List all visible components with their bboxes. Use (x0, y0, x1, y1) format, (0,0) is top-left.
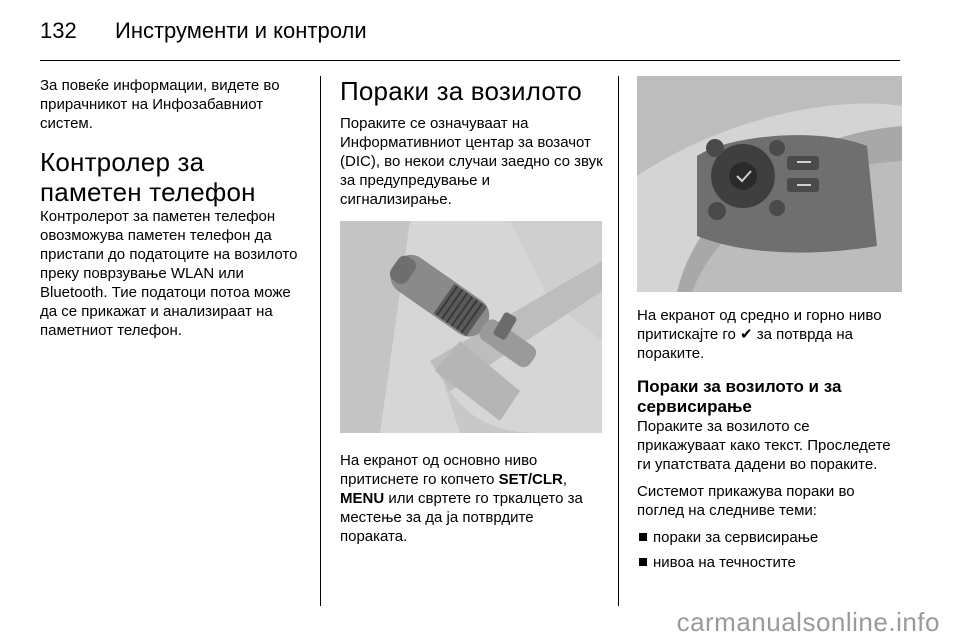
lever-illustration (340, 221, 602, 433)
turn-signal-lever-figure (340, 221, 602, 433)
list-item: нивоа на течностите (637, 553, 902, 572)
menu-button-label: MENU (340, 490, 385, 507)
watermark: carmanualsonline.info (676, 607, 940, 637)
header-rule (40, 60, 900, 61)
column-3 (637, 76, 902, 578)
set-clr-button-label: SET/CLR (498, 471, 563, 488)
page-number: 132 (40, 18, 77, 43)
service-paragraph-2: Системот прикажува пораки во поглед на следниве теми: (637, 483, 855, 519)
lever-caption: На екранот од основно ниво притиснете го копчето SET/CLR, MENU или свртете го тркалцето за местење за да ја потврдите пораката. (340, 452, 583, 545)
smartphone-paragraph: Контролерот за паметен телефон овозможува паметен телефон да пристапи до податоците на возилото преку поврзување WLAN или Bluetooth. Тие податоци потоа може да се прикажат и анализираат на паметниот телефон. (40, 208, 298, 339)
bullet-square-icon (639, 558, 647, 566)
topics-list (637, 528, 902, 572)
intro-paragraph: За повеќе информации, видете во прирачникот на Инфозабавниот систем. (40, 77, 280, 132)
subheading-vehicle-service-messages: Пораки за возилото и за сервисирање (637, 377, 842, 416)
steering-wheel-illustration (637, 76, 902, 292)
page-title: Инструменти и контроли (115, 18, 367, 43)
vehicle-messages-paragraph: Пораките се означуваат на Информативниот центар за возачот (DIC), во некои случаи заедно со звук за предупредување и сигнализирање. (340, 115, 603, 208)
bullet-square-icon (639, 533, 647, 541)
column-1 (40, 76, 308, 340)
steering-wheel-figure (637, 76, 902, 292)
steering-caption: На екранот од средно и горно ниво притискајте го ✔ за потврда на пораките. (637, 307, 882, 362)
column-2 (340, 76, 604, 546)
section-heading-vehicle-messages: Пораки за возилото (340, 76, 582, 106)
column-divider (618, 76, 619, 606)
service-paragraph-1: Пораките за возилото се прикажуваат како текст. Проследете ги упатствата дадени во пораките. (637, 418, 891, 473)
column-divider (320, 76, 321, 606)
list-item: пораки за сервисирање (637, 528, 902, 547)
checkmark-icon: ✔ (740, 326, 753, 343)
section-heading-smartphone: Контролер за паметен телефон (40, 147, 256, 207)
page-header (40, 14, 940, 54)
